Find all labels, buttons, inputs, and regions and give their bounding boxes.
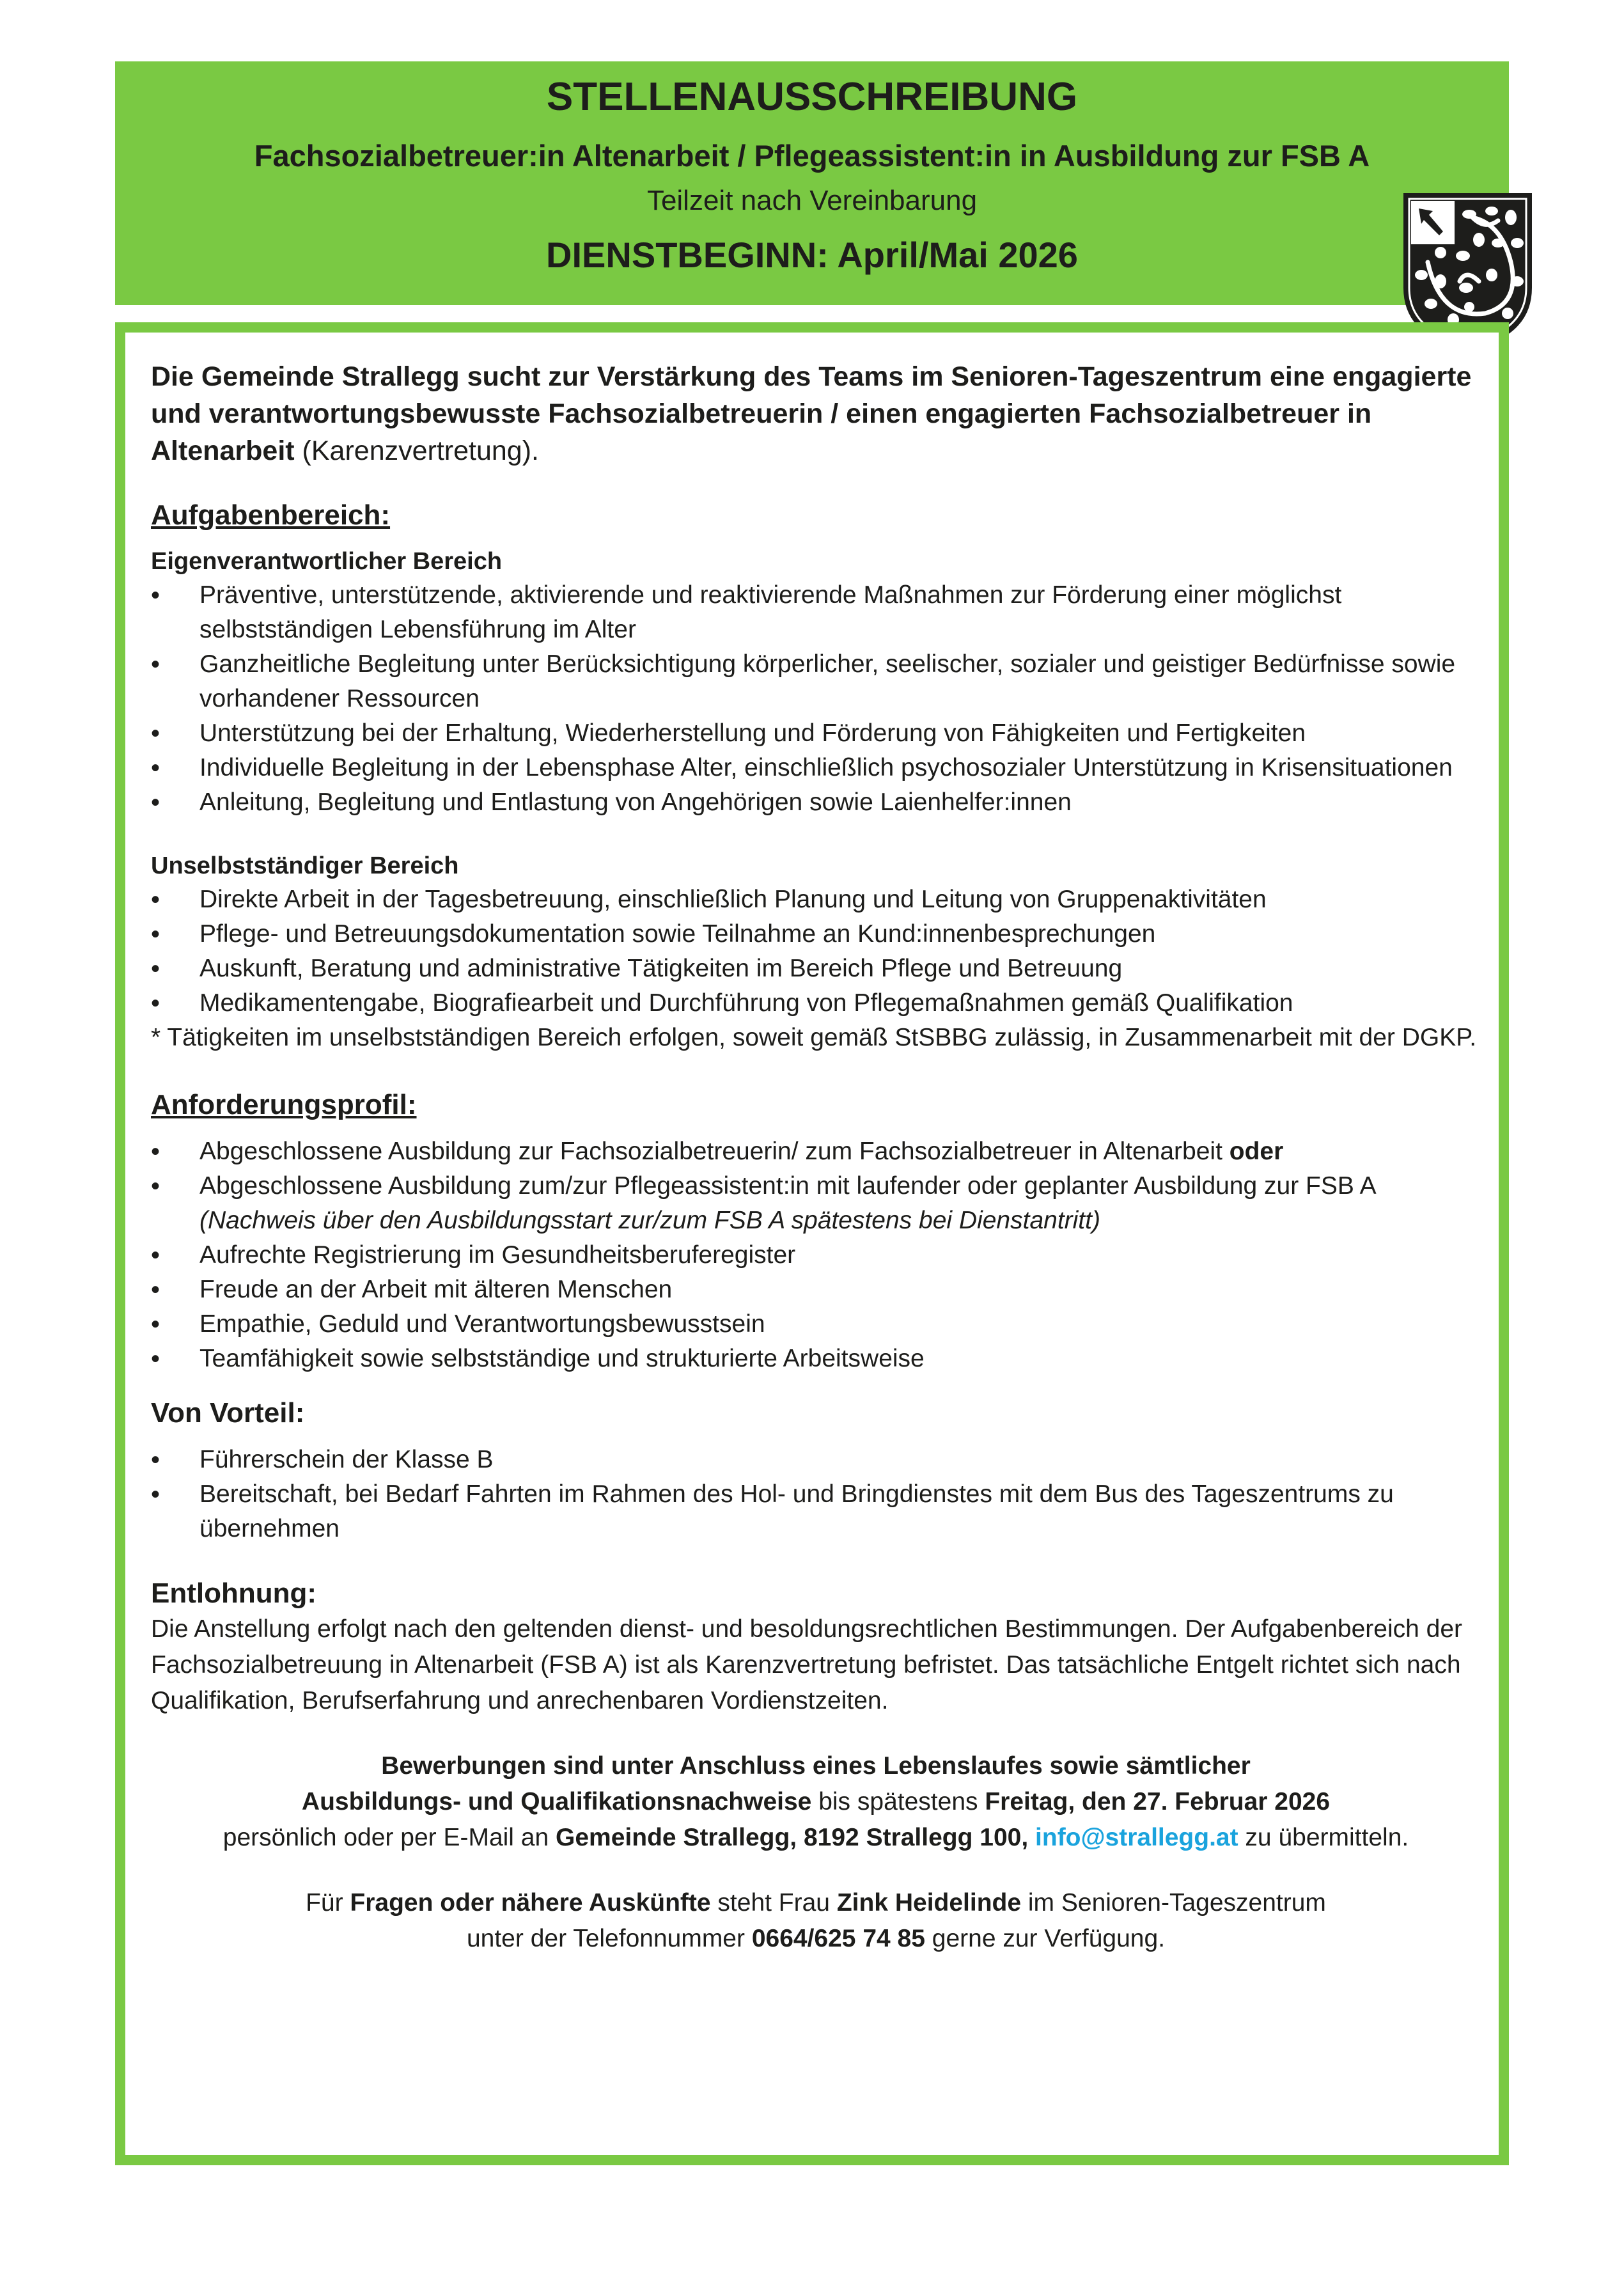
required-documents: Ausbildungs- und Qualifikationsnachweise (301, 1788, 812, 1815)
item-text: Abgeschlossene Ausbildung zur Fachsozialbetreuerin/ zum Fachsozialbetreuer in Altenarbeit (199, 1138, 1230, 1165)
list-item: • Aufrechte Registrierung im Gesundheitsberuferegister (151, 1238, 1481, 1273)
list-item: • Anleitung, Begleitung und Entlastung von Angehörigen sowie Laienhelfer:innen (151, 785, 1481, 820)
header-banner (115, 61, 1509, 305)
job-details-box (115, 322, 1509, 2165)
subsection-dependent: Unselbstständiger Bereich (151, 852, 459, 879)
list-item: • Freude an der Arbeit mit älteren Menschen (151, 1273, 1481, 1307)
contact-text: Für (306, 1889, 350, 1917)
intro-bold: Die Gemeinde Strallegg sucht zur Verstärkung des Teams im Senioren-Tageszentrum eine engagierte und verantwortungsbewusste Fachsozialbetreuerin / einen engagierten Fachsozialbetreuer in Altenarbeit (151, 361, 1472, 466)
deadline-prefix: bis spätestens (811, 1788, 985, 1815)
own-tasks-list (151, 578, 1481, 820)
contact-text: gerne zur Verfügung. (925, 1925, 1166, 1952)
intro-note: (Karenzvertretung). (294, 435, 539, 466)
contact-phone: 0664/625 74 85 (751, 1925, 925, 1952)
postal-address: Gemeinde Strallegg, 8192 Strallegg 100, (556, 1824, 1029, 1851)
list-item: • Ganzheitliche Begleitung unter Berücksichtigung körperlicher, seelischer, sozialer und geistiger Bedürfnisse sowie vorhandener Ressourcen (151, 647, 1481, 716)
list-item: • Teamfähigkeit sowie selbstständige und strukturierte Arbeitsweise (151, 1342, 1481, 1376)
section-title-requirements: Anforderungsprofil: (151, 1089, 417, 1120)
dependent-tasks-list (151, 882, 1481, 1021)
list-item: • Individuelle Begleitung in der Lebensphase Alter, einschließlich psychosozialer Unterstützung in Krisensituationen (151, 751, 1481, 785)
subsection-own: Eigenverantwortlicher Bereich (151, 548, 503, 575)
list-item (151, 1134, 1481, 1169)
footnote: * Tätigkeiten im unselbstständigen Bereich erfolgen, soweit gemäß StSBBG zulässig, in Zusammenarbeit mit der DGKP. (151, 1024, 1477, 1051)
list-item: • Direkte Arbeit in der Tagesbetreuung, einschließlich Planung und Leitung von Gruppenaktivitäten (151, 882, 1481, 917)
item-emphasis: oder (1229, 1138, 1284, 1165)
application-line-2 (151, 1784, 1481, 1820)
contact-text: steht Frau (710, 1889, 837, 1917)
page-title: STELLENAUSSCHREIBUNG (546, 75, 1078, 119)
job-title: Fachsozialbetreuer:in Altenarbeit / Pflegeassistent:in in Ausbildung zur FSB A (254, 139, 1370, 173)
contact-text: im Senioren-Tageszentrum (1021, 1889, 1326, 1917)
advantage-list (151, 1443, 1481, 1546)
deadline-date: Freitag, den 27. Februar 2026 (985, 1788, 1331, 1815)
contact-emphasis: Fragen oder nähere Auskünfte (350, 1889, 711, 1917)
section-title-pay: Entlohnung: (151, 1578, 317, 1609)
intro-paragraph (151, 358, 1481, 469)
contact-line-1 (151, 1885, 1481, 1921)
section-title-advantage: Von Vorteil: (151, 1397, 305, 1429)
list-item: • Empathie, Geduld und Verantwortungsbewusstsein (151, 1307, 1481, 1342)
contact-text: unter der Telefonnummer (466, 1925, 752, 1952)
submit-suffix: zu übermitteln. (1238, 1824, 1409, 1851)
email-link[interactable]: info@strallegg.at (1035, 1824, 1238, 1851)
application-line-1: Bewerbungen sind unter Anschluss eines Lebenslaufes sowie sämtlicher (381, 1752, 1251, 1780)
employment-type: Teilzeit nach Vereinbarung (646, 185, 978, 216)
list-item: • Führerschein der Klasse B (151, 1443, 1481, 1477)
requirements-list (151, 1134, 1481, 1376)
submit-prefix: persönlich oder per E-Mail an (223, 1824, 556, 1851)
application-line-3 (151, 1820, 1481, 1856)
contact-name: Zink Heidelinde (836, 1889, 1022, 1917)
list-item: • Medikamentengabe, Biografiearbeit und Durchführung von Pflegemaßnahmen gemäß Qualifikation (151, 986, 1481, 1021)
contact-line-2 (151, 1921, 1481, 1957)
list-item: • Präventive, unterstützende, aktivierende und reaktivierende Maßnahmen zur Förderung einer möglichst selbstständigen Lebensführung im Alter (151, 578, 1481, 647)
start-date: DIENSTBEGINN: April/Mai 2026 (546, 235, 1078, 275)
list-item: • Bereitschaft, bei Bedarf Fahrten im Rahmen des Hol- und Bringdienstes mit dem Bus des Tageszentrums zu übernehmen (151, 1477, 1481, 1546)
list-item: • Pflege- und Betreuungsdokumentation sowie Teilnahme an Kund:innenbesprechungen (151, 917, 1481, 952)
list-item (151, 1169, 1481, 1238)
list-item: • Auskunft, Beratung und administrative Tätigkeiten im Bereich Pflege und Betreuung (151, 952, 1481, 986)
item-text: Abgeschlossene Ausbildung zum/zur Pflegeassistent:in mit laufender oder geplanter Ausbildung zur FSB A (199, 1172, 1377, 1200)
section-title-tasks: Aufgabenbereich: (151, 499, 391, 531)
pay-text: Die Anstellung erfolgt nach den geltenden dienst- und besoldungsrechtlichen Bestimmungen. Der Aufgabenbereich der Fachsozialbetreuung in Altenarbeit (FSB A) ist als Karenzvertretung befristet. Das tatsächliche Entgelt richtet sich nach Qualifikation, Berufserfahrung und anrechenbaren Vordienstzeiten. (151, 1615, 1463, 1714)
list-item: • Unterstützung bei der Erhaltung, Wiederherstellung und Förderung von Fähigkeiten und Fertigkeiten (151, 716, 1481, 751)
item-note: (Nachweis über den Ausbildungsstart zur/zum FSB A spätestens bei Dienstantritt) (199, 1207, 1100, 1234)
